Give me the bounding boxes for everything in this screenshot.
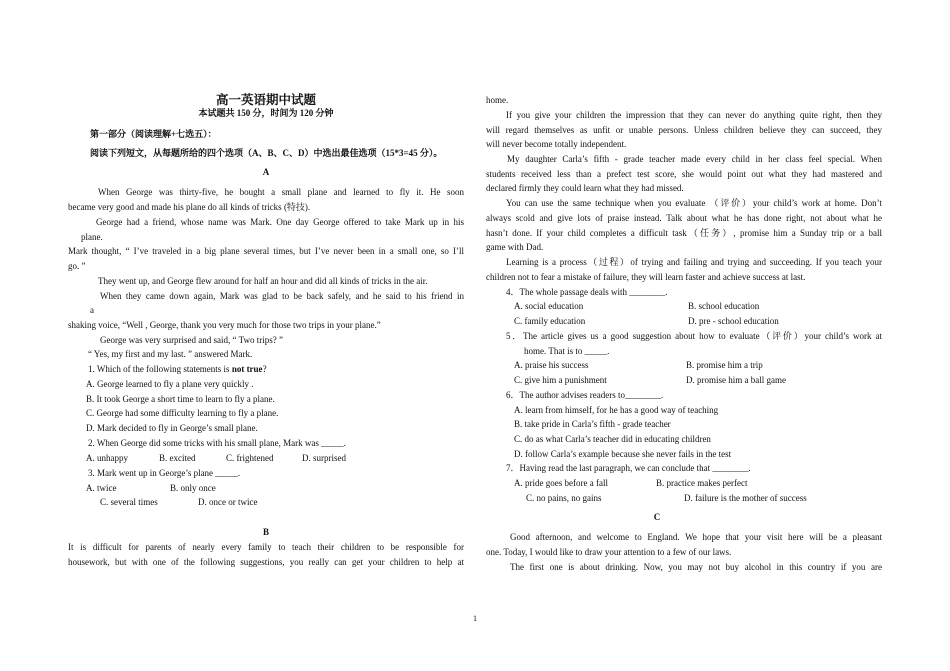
option: A. pride goes before a fall bbox=[514, 478, 608, 488]
option: C. several times bbox=[100, 497, 158, 507]
option: C. George had some difficulty learning to fly a plane. bbox=[86, 408, 279, 418]
question-4: 4．The whole passage deals with ________. bbox=[506, 287, 668, 297]
passage-a-line: George was very surprised and said, “ Two trips? ” bbox=[100, 335, 283, 345]
question-6: 6．The author advises readers to________. bbox=[506, 390, 664, 400]
option: C. frightened bbox=[226, 453, 274, 463]
question-5: 5．The article gives us a good suggestion about how to evaluate（评价）your child’s work at bbox=[506, 331, 882, 341]
passage-b-line: If you give your children the impression that they can never do anything quite right, then they bbox=[506, 110, 882, 120]
option: D. Mark decided to fly in George’s small plane. bbox=[86, 423, 258, 433]
option: C. family education bbox=[514, 316, 586, 326]
passage-a-line: “ Yes, my first and my last. ” answered Mark. bbox=[88, 349, 253, 359]
passage-a-line: When George was thirty-five, he bought a small plane and learned to fly it. He soon bbox=[98, 187, 464, 197]
option: B. take pride in Carla’s fifth - grade teacher bbox=[514, 419, 671, 429]
option: B. practice makes perfect bbox=[656, 478, 748, 488]
passage-b-line: Learning is a process（过程）of trying and failing and trying and succeeding. If you teach your bbox=[506, 257, 882, 267]
question-3: 3. Mark went up in George’s plane _____. bbox=[88, 468, 241, 478]
passage-a-line: Mark thought, “ I’ve traveled in a big plane several times, but I’ve never been in a small one, so I’ll bbox=[68, 246, 464, 256]
option: B. It took George a short time to learn to fly a plane. bbox=[86, 394, 275, 404]
passage-b-line: will regard themselves as unfit or unable persons. Unless children believe they can succeed, they bbox=[486, 125, 882, 135]
passage-c-line: Good afternoon, and welcome to England. We hope that your visit here will be a pleasant bbox=[510, 532, 882, 542]
question-5-cont: home. That is to _____. bbox=[524, 346, 610, 356]
option: C. do as what Carla’s teacher did in educating children bbox=[514, 434, 711, 444]
option: D. pre - school education bbox=[688, 316, 779, 326]
option: D. once or twice bbox=[198, 497, 258, 507]
option: B. only once bbox=[170, 483, 216, 493]
instructions: 阅读下列短文，从每题所给的四个选项（A、B、C、D）中选出最佳选项（15*3=45 分）。 bbox=[90, 148, 443, 158]
passage-a-line: a bbox=[90, 305, 94, 315]
passage-b-line: declared firmly they could learn what they had missed. bbox=[486, 183, 684, 193]
option: D. promise him a ball game bbox=[686, 375, 786, 385]
page-subtitle: 本试题共 150 分，时间为 120 分钟 bbox=[198, 108, 334, 118]
passage-b-line: You can use the same technique when you evaluate （评价）your child’s work at home. Don’t bbox=[506, 198, 882, 208]
passage-b-line: It is difficult for parents of nearly every family to teach their children to be responsible for bbox=[68, 542, 464, 552]
part-heading: 第一部分（阅读理解+七选五）： bbox=[90, 129, 217, 139]
passage-a-line: go. ” bbox=[68, 261, 86, 271]
passage-a-line: When they came down again, Mark was glad to be back safely, and he said to his friend in bbox=[100, 291, 464, 301]
option: A. unhappy bbox=[86, 453, 128, 463]
question-1: 1. Which of the following statements is not true? bbox=[88, 364, 267, 374]
option: A. social education bbox=[514, 301, 584, 311]
option: A. George learned to fly a plane very quickly . bbox=[86, 379, 254, 389]
passage-c-label: C bbox=[653, 512, 661, 522]
passage-a-line: shaking voice, “Well , George, thank you very much for those two trips in your plane.” bbox=[68, 320, 381, 330]
passage-c-line: The first one is about drinking. Now, you may not buy alcohol in this country if you are bbox=[510, 562, 882, 572]
page-number: 1 bbox=[473, 614, 477, 623]
option: A. praise his success bbox=[514, 360, 589, 370]
option: D. failure is the mother of success bbox=[684, 493, 807, 503]
passage-b-line: hasn’t done. If your child completes a difficult task（任务）, promise him a Sunday trip or a ball bbox=[486, 228, 882, 238]
passage-a-line: plane. bbox=[81, 232, 103, 242]
option: B. school education bbox=[688, 301, 760, 311]
passage-a-line: They went up, and George flew around for half an hour and did all kinds of tricks in the air. bbox=[98, 276, 428, 286]
passage-b-line: housework, but with one of the following suggestions, you really can get your children to help at bbox=[68, 557, 464, 567]
passage-b-line: children not to fear a mistake of failure, they will learn faster and achieve success at last. bbox=[486, 272, 806, 282]
option: C. no pains, no gains bbox=[526, 493, 602, 503]
passage-b-line: will never become totally independent. bbox=[486, 139, 627, 149]
option: D. follow Carla’s example because she never fails in the test bbox=[514, 449, 732, 459]
passage-a-label: A bbox=[262, 167, 270, 177]
option: C. give him a punishment bbox=[514, 375, 607, 385]
passage-a-line: George had a friend, whose name was Mark. One day George offered to take Mark up in his bbox=[96, 217, 464, 227]
passage-b-line: game with Dad. bbox=[486, 242, 544, 252]
passage-a-line: became very good and made his plane do all kinds of tricks (特技). bbox=[68, 202, 311, 212]
passage-b-label: B bbox=[262, 527, 269, 537]
option: A. twice bbox=[86, 483, 117, 493]
passage-b-line: always scold and give lots of praise instead. Talk about what he has done right, not about what he bbox=[486, 213, 882, 223]
question-7: 7．Having read the last paragraph, we can conclude that ________. bbox=[506, 463, 751, 473]
passage-c-line: one. Today, I would like to draw your attention to a few of our laws. bbox=[486, 547, 732, 557]
question-2: 2. When George did some tricks with his small plane, Mark was _____. bbox=[88, 438, 346, 448]
passage-b-line: home. bbox=[486, 95, 509, 105]
passage-b-line: students received less than a prefect test score, she would point out what they had mastered and bbox=[486, 169, 882, 179]
option: B. promise him a trip bbox=[686, 360, 763, 370]
option: D. surprised bbox=[302, 453, 346, 463]
option: B. excited bbox=[159, 453, 196, 463]
page-title: 高一英语期中试题 bbox=[215, 93, 316, 107]
option: A. learn from himself, for he has a good way of teaching bbox=[514, 405, 719, 415]
passage-b-line: My daughter Carla’s fifth - grade teacher made every child in her class feel special. When bbox=[507, 154, 882, 164]
